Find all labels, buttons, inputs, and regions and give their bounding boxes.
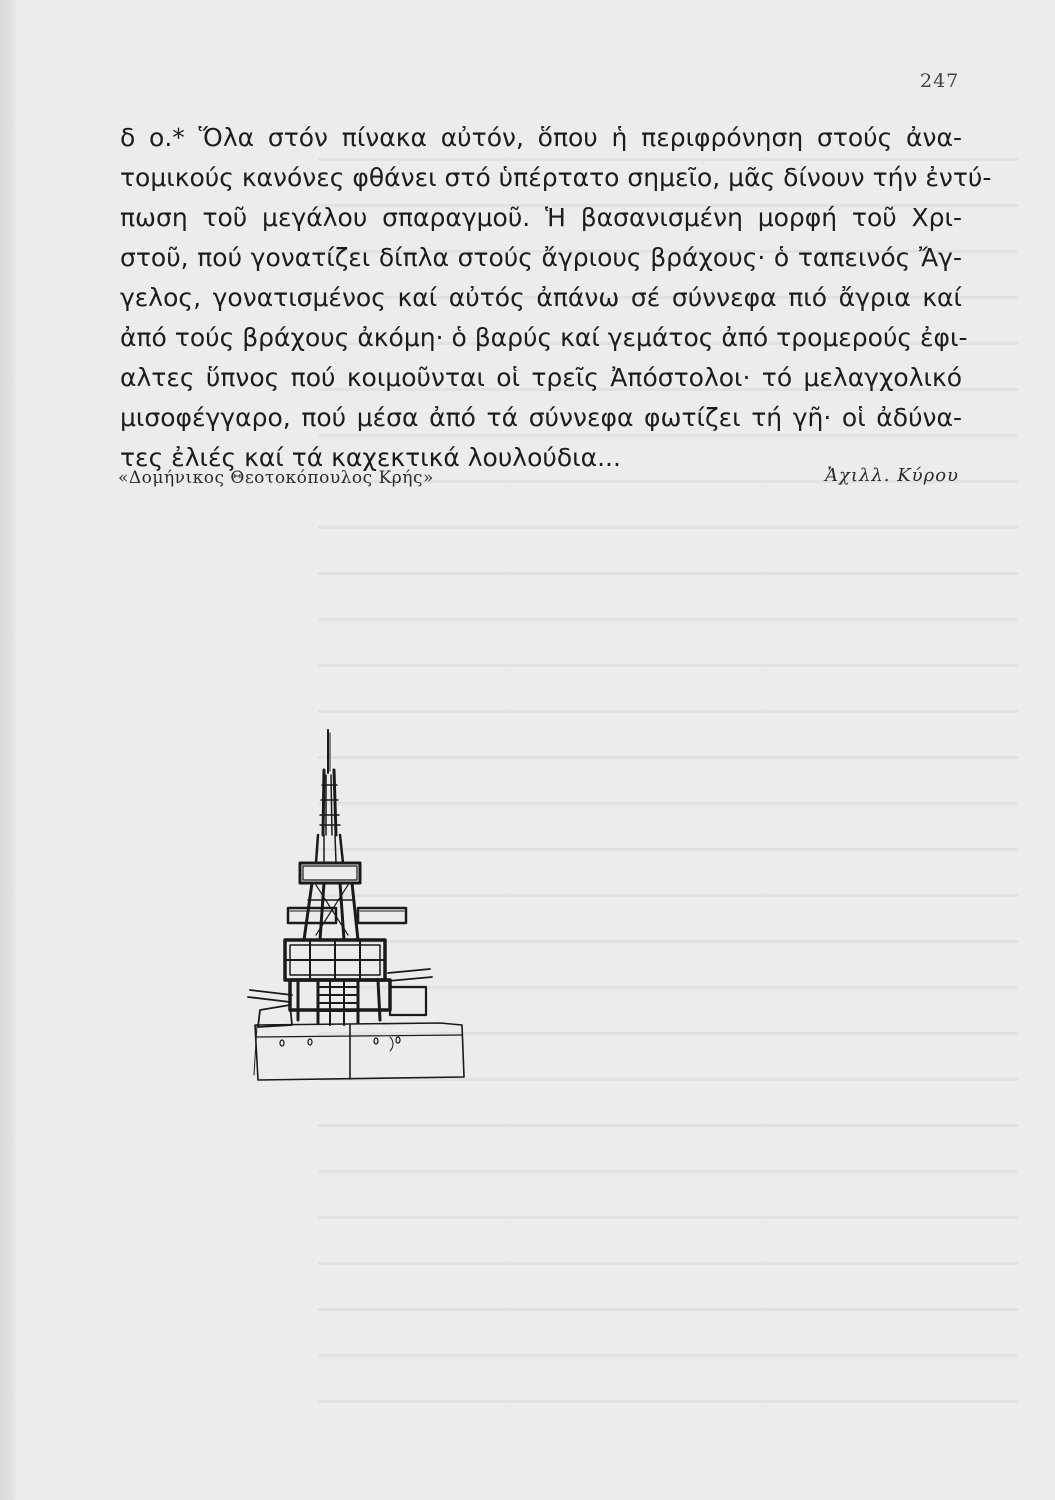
body-line: αλτες ὕπνος πού κοιμοῦνται οἱ τρεῖς Ἀπόστολοι· τό μελαγχολικό	[120, 363, 962, 392]
body-line: τες ἐλιές καί τά καχεκτικά λουλούδια...	[120, 443, 621, 472]
body-line: μισοφέγγαρο, πού μέσα ἀπό τά σύννεφα φωτίζει τή γῆ· οἱ ἀδύνα-	[120, 403, 962, 432]
body-line: πωση τοῦ μεγάλου σπαραγμοῦ. Ἡ βασανισμένη μορφή τοῦ Χρι-	[120, 203, 962, 232]
citation-source: «Δομήνικος Θεοτοκόπουλος Κρής»	[118, 468, 434, 488]
citation-author: Ἀχιλλ. Κύρου	[825, 465, 959, 486]
body-line: δ ο.* Ὅλα στόν πίνακα αὐτόν, ὅπου ἡ περιφρόνηση στούς ἀνα-	[120, 123, 962, 152]
body-line: ἀπό τούς βράχους ἀκόμη· ὁ βαρύς καί γεμάτος ἀπό τρομερούς ἐφι-	[120, 323, 968, 352]
body-line: τομικούς κανόνες φθάνει στό ὑπέρτατο σημεῖο, μᾶς δίνουν τήν ἐντύ-	[120, 163, 992, 192]
warship-sketch-icon	[240, 725, 480, 1085]
page-gutter-shadow	[0, 0, 18, 1500]
body-paragraph	[120, 118, 992, 478]
body-line: γελος, γονατισμένος καί αὐτός ἀπάνω σέ σύννεφα πιό ἄγρια καί	[120, 283, 962, 312]
body-line: στοῦ, πού γονατίζει δίπλα στούς ἄγριους βράχους· ὁ ταπεινός Ἄγ-	[120, 243, 962, 272]
page-number: 247	[920, 70, 960, 92]
